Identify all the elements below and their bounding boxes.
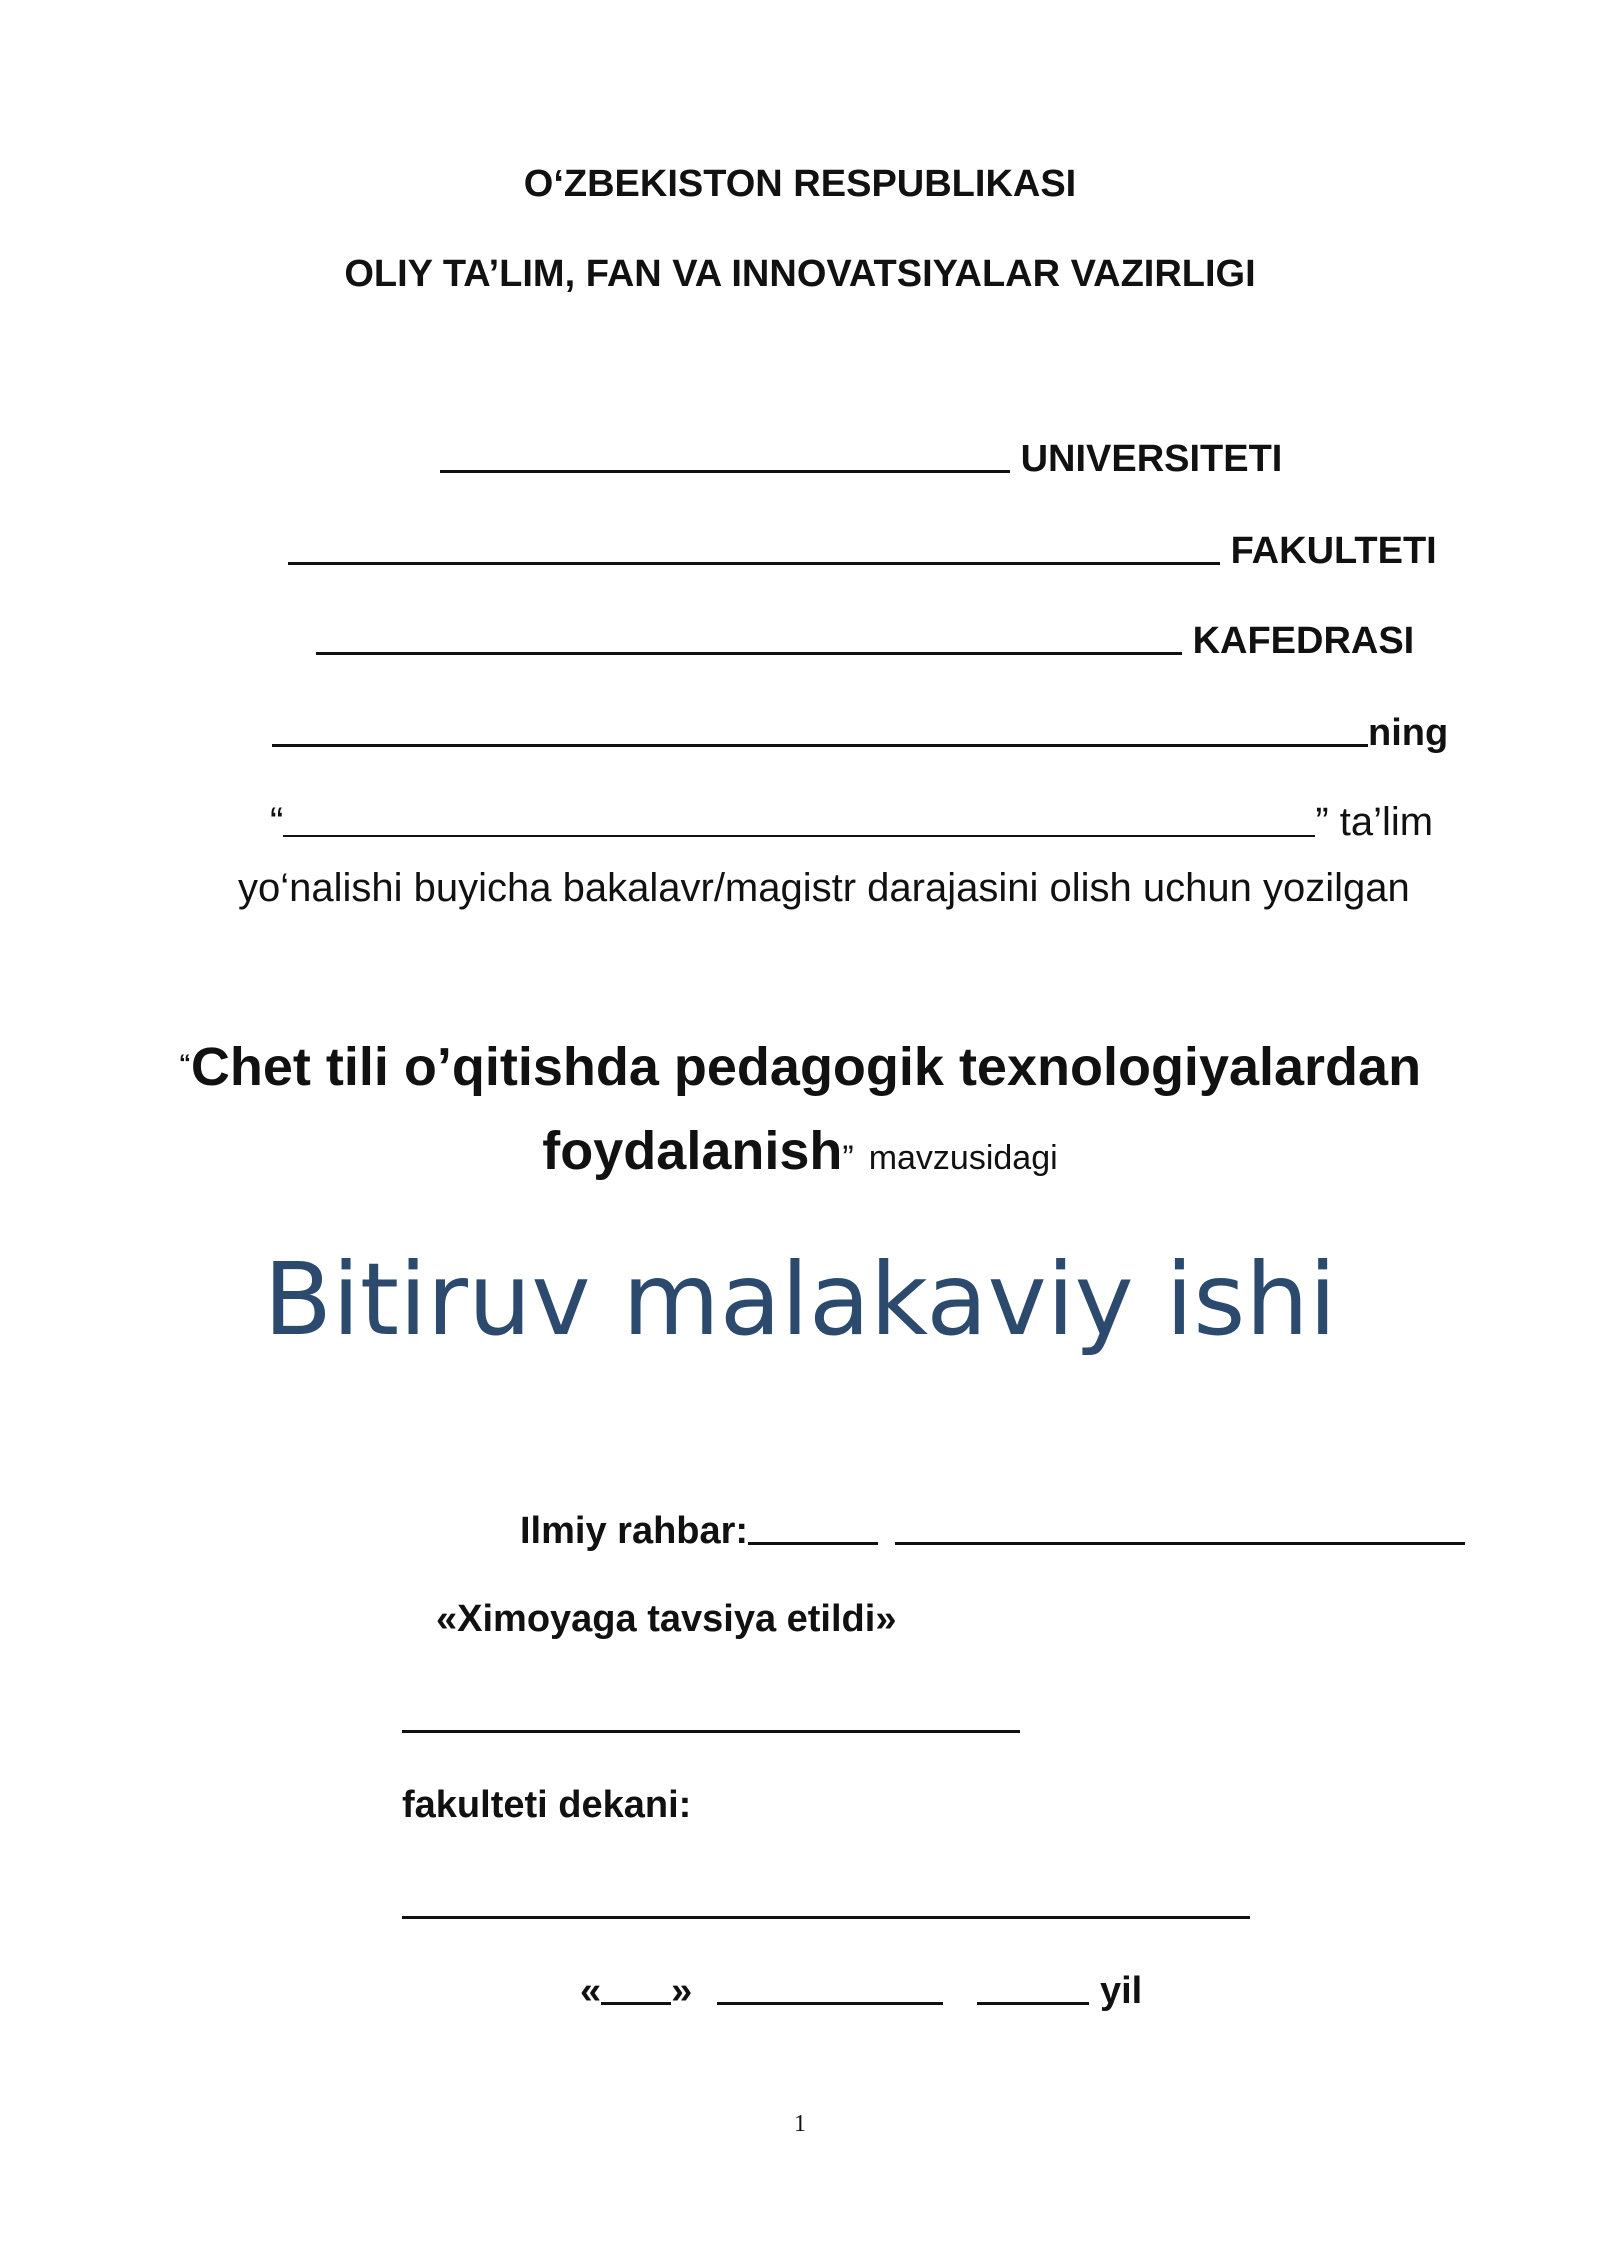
date-day-blank[interactable] [601,1970,671,2005]
university-line [440,438,1282,478]
recommended-label: «Ximoyaga tavsiya etildi» [436,1598,897,1640]
student-name-blank[interactable] [272,712,1368,747]
recommended-signature-blank[interactable] [402,1698,1020,1733]
document-type-title: Bitiruv malakaviy ishi [263,1241,1337,1358]
topic-line-1 [0,1037,1600,1097]
supervisor-line [520,1510,1465,1550]
topic-title-line-1: Chet tili o’qitishda pedagogik texnologiyalardan [190,1037,1422,1097]
degree-line: yo‘nalishi buyicha bakalavr/magistr darajasini olish uchun yozilgan [238,866,1410,910]
topic-suffix: mavzusidagi [868,1139,1058,1177]
year-label: yil [1099,1970,1143,2012]
university-label: UNIVERSITETI [1020,438,1283,480]
ministry-heading: OLIY TA’LIM, FAN VA INNOVATSIYALAR VAZIRLIGI [344,253,1256,295]
dean-signature-blank[interactable] [402,1884,1250,1919]
topic-open-quote: “ [178,1050,191,1077]
topic-title-line-2: foydalanish [542,1121,843,1181]
topic-close-quote: ” [842,1139,854,1177]
direction-close: ” ta’lim [1315,800,1434,844]
dean-signature-line [402,1884,1250,1924]
department-line [316,620,1414,660]
date-year-blank[interactable] [977,1970,1089,2005]
republic-heading: O‘ZBEKISTON RESPUBLIKASI [523,163,1077,205]
date-month-blank[interactable] [717,1970,943,2005]
supervisor-name-blank[interactable] [895,1510,1465,1545]
direction-line [270,802,1433,842]
direction-open-quote: “ [270,800,284,844]
university-name-blank[interactable] [440,438,1010,473]
date-line [580,1970,1142,2010]
topic-line-2 [0,1121,1600,1181]
student-suffix: ning [1368,712,1449,754]
department-label: KAFEDRASI [1192,620,1415,662]
recommended-signature-line [402,1698,1020,1738]
supervisor-title-blank[interactable] [748,1510,878,1545]
faculty-label: FAKULTETI [1230,530,1437,572]
dean-label: fakulteti dekani: [402,1784,692,1826]
page-number: 1 [794,2111,806,2137]
supervisor-label: Ilmiy rahbar: [520,1510,749,1552]
direction-name-blank[interactable] [283,805,1315,837]
date-open-quote: « [580,1970,602,2012]
faculty-name-blank[interactable] [288,530,1220,565]
department-name-blank[interactable] [316,620,1182,655]
student-line [272,712,1448,752]
faculty-line [288,530,1437,570]
date-close-quote: » [671,1970,693,2012]
